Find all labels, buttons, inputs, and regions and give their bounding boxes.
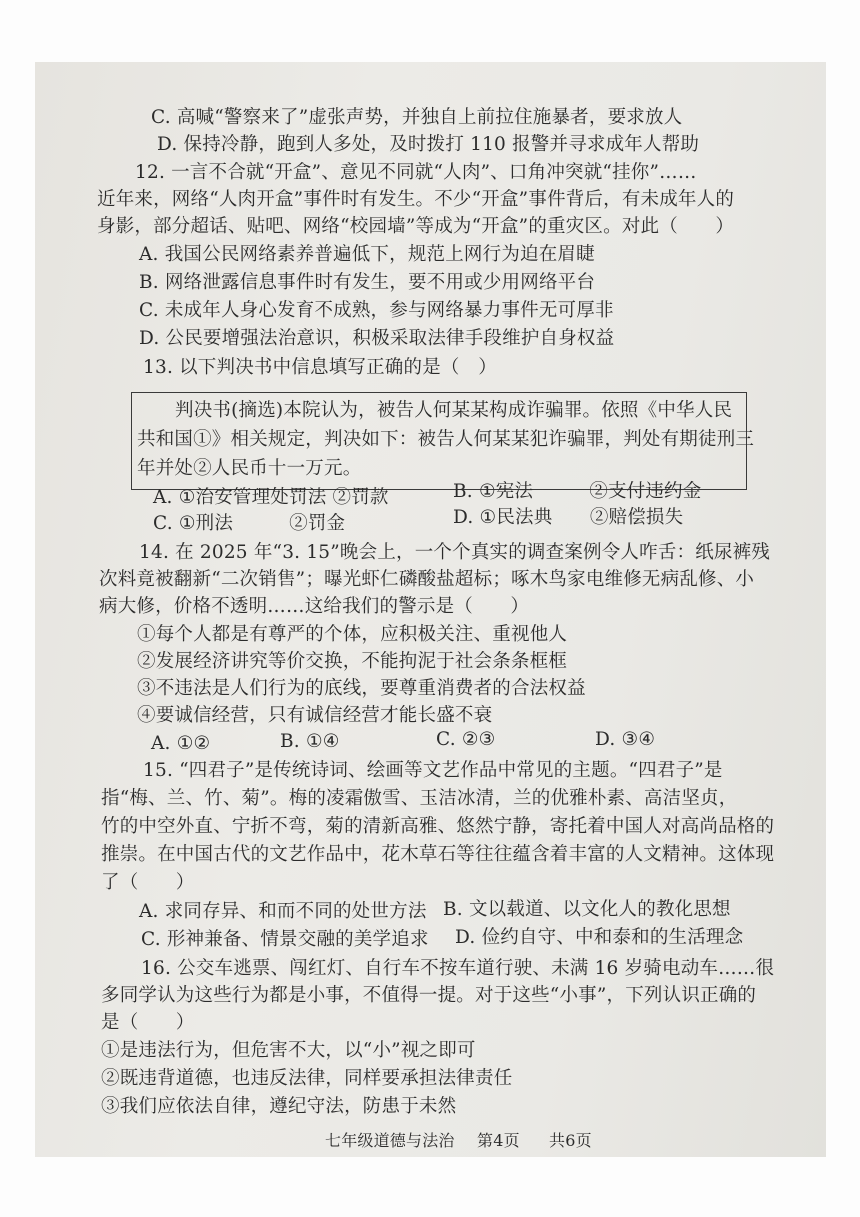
q14-option-c: C. ②③ bbox=[436, 729, 496, 750]
exam-page bbox=[35, 62, 826, 1157]
q12-option-b: B. 网络泄露信息事件时有发生，要不用或少用网络平台 bbox=[139, 272, 596, 293]
q11-option-c: C. 高喊“警察来了”虚张声势，并独自上前拉住施暴者，要求放人 bbox=[151, 107, 683, 128]
q15-stem-line-2: 指“梅、兰、竹、菊”。梅的凌霜傲雪、玉洁冰清，兰的优雅朴素、高洁坚贞， bbox=[101, 788, 738, 809]
q14-stem-line-2: 次料竟被翻新“二次销售”；曝光虾仁磷酸盐超标；啄木鸟家电维修无病乱修、小 bbox=[99, 569, 755, 590]
q12-stem-line-1: 12. 一言不合就“开盒”、意见不同就“人肉”、口角冲突就“挂你”…… bbox=[135, 162, 697, 183]
q14-item-3: ③不违法是人们行为的底线，要尊重消费者的合法权益 bbox=[137, 678, 586, 699]
q12-stem-line-2: 近年来，网络“人肉开盒”事件时有发生。不少“开盒”事件背后，有未成年人的 bbox=[97, 189, 735, 210]
q14-item-2: ②发展经济讲究等价交换，不能拘泥于社会条条框框 bbox=[137, 651, 568, 672]
q16-item-1: ①是违法行为，但危害不大，以“小”视之即可 bbox=[101, 1040, 476, 1061]
q15-option-b: B. 文以载道、以文化人的教化思想 bbox=[443, 899, 731, 920]
q13-option-d: D. ①民法典 ②赔偿损失 bbox=[453, 507, 684, 528]
q16-stem-line-3: 是（ ） bbox=[101, 1012, 195, 1033]
verdict-line-1: 判决书(摘选)本院认为，被告人何某某构成诈骗罪。依照《中华人民 bbox=[175, 400, 733, 421]
q12-option-d: D. 公民要增强法治意识，积极采取法律手段维护自身权益 bbox=[139, 328, 615, 349]
q15-stem-line-1: 15. “四君子”是传统诗词、绘画等文艺作品中常见的主题。“四君子”是 bbox=[143, 760, 723, 781]
footer-total-pages: 共6页 bbox=[549, 1131, 592, 1150]
verdict-line-3: 年并处②人民币十一万元。 bbox=[137, 458, 362, 479]
q12-option-a: A. 我国公民网络素养普遍低下，规范上网行为迫在眉睫 bbox=[139, 244, 595, 265]
q16-item-3: ③我们应依法自律，遵纪守法，防患于未然 bbox=[101, 1096, 457, 1117]
q15-option-a: A. 求同存异、和而不同的处世方法 bbox=[139, 901, 427, 922]
q16-item-2: ②既违背道德，也违反法律，同样要承担法律责任 bbox=[101, 1068, 513, 1089]
footer-subject: 七年级道德与法治 bbox=[325, 1131, 455, 1150]
q11-option-d: D. 保持冷静，跑到人多处，及时拨打 110 报警并寻求成年人帮助 bbox=[157, 134, 700, 155]
q15-option-c: C. 形神兼备、情景交融的美学追求 bbox=[141, 929, 429, 950]
q16-stem-line-2: 多同学认为这些行为都是小事，不值得一提。对于这些“小事”，下列认识正确的 bbox=[101, 985, 757, 1006]
q14-stem-line-1: 14. 在 2025 年“3. 15”晚会上，一个个真实的调查案例令人咋舌：纸尿裤残 bbox=[139, 542, 771, 563]
q15-stem-line-5: 了（ ） bbox=[101, 872, 195, 893]
q15-option-d: D. 俭约自守、中和泰和的生活理念 bbox=[455, 927, 744, 948]
q13-option-a: A. ①治安管理处罚法 ②罚款 bbox=[153, 487, 389, 508]
q13-option-b: B. ①宪法 ②支付违约金 bbox=[453, 481, 702, 502]
q14-option-a: A. ①② bbox=[151, 733, 211, 754]
q13-stem: 13. 以下判决书中信息填写正确的是（ ） bbox=[143, 357, 498, 378]
q12-stem-line-3: 身影，部分超话、贴吧、网络“校园墙”等成为“开盒”的重灾区。对此（ ） bbox=[97, 216, 735, 237]
q13-option-c: C. ①刑法 ②罚金 bbox=[153, 513, 346, 534]
q14-option-d: D. ③④ bbox=[595, 729, 656, 750]
q12-option-c: C. 未成年人身心发育不成熟，参与网络暴力事件无可厚非 bbox=[139, 300, 614, 321]
q16-stem-line-1: 16. 公交车逃票、闯红灯、自行车不按车道行驶、未满 16 岁骑电动车……很 bbox=[141, 958, 775, 979]
footer-page-number: 第4页 bbox=[477, 1131, 520, 1150]
q15-stem-line-3: 竹的中空外直、宁折不弯，菊的清新高雅、悠然宁静，寄托着中国人对高尚品格的 bbox=[101, 816, 775, 837]
q15-stem-line-4: 推崇。在中国古代的文艺作品中，花木草石等往往蕴含着丰富的人文精神。这体现 bbox=[101, 844, 775, 865]
q14-item-1: ①每个人都是有尊严的个体，应积极关注、重视他人 bbox=[137, 624, 568, 645]
verdict-line-2: 共和国①》相关规定，判决如下：被告人何某某犯诈骗罪，判处有期徒刑三 bbox=[137, 429, 755, 450]
q14-option-b: B. ①④ bbox=[280, 731, 340, 752]
q14-stem-line-3: 病大修，价格不透明……这给我们的警示是（ ） bbox=[99, 596, 530, 617]
q14-item-4: ④要诚信经营，只有诚信经营才能长盛不衰 bbox=[137, 705, 493, 726]
